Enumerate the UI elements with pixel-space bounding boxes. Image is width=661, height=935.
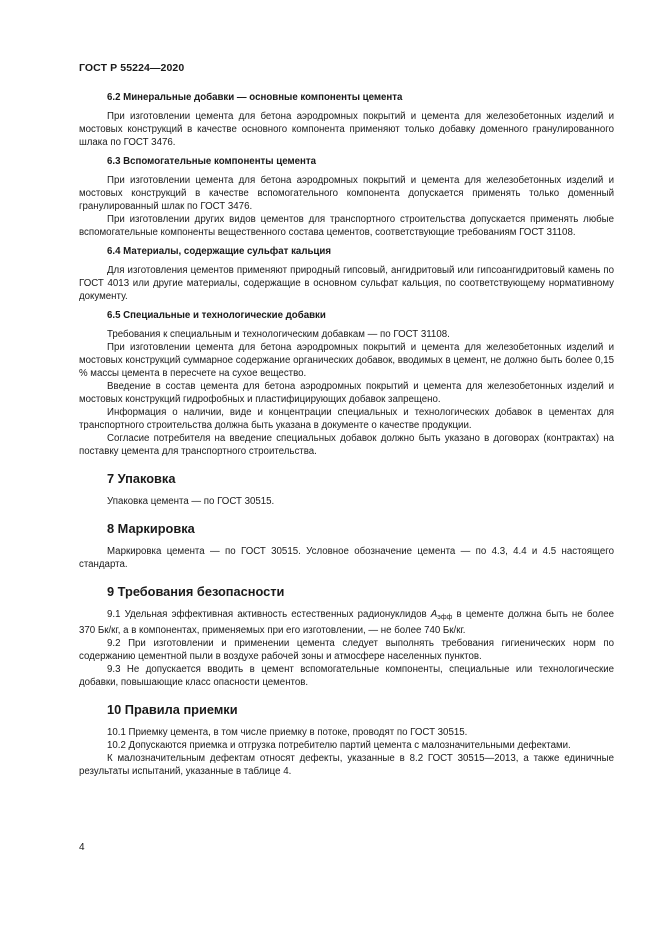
section-7-paragraph-1: Упаковка цемента — по ГОСТ 30515. xyxy=(107,496,275,507)
section-9-paragraph-1-text-b: в цементе должна быть не более 370 Бк/кг, а в компонентах, применяемых при его изготовлении, — не более 740 Бк/кг. xyxy=(79,609,614,636)
section-6-2-paragraph-1: При изготовлении цемента для бетона аэродромных покрытий и цемента для железобетонных изделий и мостовых конструкций в качестве основного компонента применяют только добавку доменного гранулированного шлака по ГОСТ 3476. xyxy=(79,111,614,148)
activity-symbol: A xyxy=(430,609,438,620)
section-9-paragraph-1 xyxy=(79,608,614,637)
section-6-5-paragraph-5: Согласие потребителя на введение специальных добавок должно быть указано в договорах (контрактах) на поставку цемента для транспортного строительства. xyxy=(79,433,614,457)
section-6-5-paragraph-1: Требования к специальным и технологическим добавкам — по ГОСТ 31108. xyxy=(107,329,450,340)
section-6-3-paragraph-1: При изготовлении цемента для бетона аэродромных покрытий и цемента для железобетонных изделий и мостовых конструкций в качестве вспомогательного компонента допускается применять только доменный гранулированный шлак по ГОСТ 3476. xyxy=(79,175,614,212)
section-9-paragraph-1-text-a: 9.1 Удельная эффективная активность естественных радионуклидов xyxy=(107,609,431,620)
page-content xyxy=(79,91,614,778)
page-number: 4 xyxy=(79,842,85,853)
section-6-5-paragraph-4: Информация о наличии, виде и концентрации специальных и технологических добавок в цементах для транспортного строительства должна быть указана в документе о качестве продукции. xyxy=(79,407,614,431)
section-9-paragraph-2: 9.2 При изготовлении и применении цемента следует выполнять требования гигиенических норм по содержанию цементной пыли в воздухе рабочей зоны и атмосфере населенных пунктов. xyxy=(79,638,614,662)
section-7-heading: 7 Упаковка xyxy=(107,471,176,486)
section-6-4-paragraph-1: Для изготовления цементов применяют природный гипсовый, ангидритовый или гипсоангидритовый камень по ГОСТ 4013 или другие материалы, содержащие в основном сульфат кальция, по соответствующему нормативному документу. xyxy=(79,265,614,302)
section-10-paragraph-2: 10.2 Допускаются приемка и отгрузка потребителю партий цемента с малозначительными дефектами. xyxy=(107,740,571,751)
section-10-paragraph-3: К малозначительным дефектам относят дефекты, указанные в 8.2 ГОСТ 30515—2013, а также единичные результаты испытаний, указанные в таблице 4. xyxy=(79,753,614,777)
activity-subscript: эфф xyxy=(437,614,453,621)
section-9-paragraph-3: 9.3 Не допускается вводить в цемент вспомогательные компоненты, специальные или технологические добавки, повышающие класс опасности цементов. xyxy=(79,664,614,688)
section-6-2-heading: 6.2 Минеральные добавки — основные компоненты цемента xyxy=(107,92,403,103)
section-8-paragraph-1: Маркировка цемента — по ГОСТ 30515. Условное обозначение цемента — по 4.3, 4.4 и 4.5 настоящего стандарта. xyxy=(79,546,614,570)
section-9-heading: 9 Требования безопасности xyxy=(107,584,285,599)
section-6-4-heading: 6.4 Материалы, содержащие сульфат кальция xyxy=(107,246,331,257)
section-6-5-paragraph-2: При изготовлении цемента для бетона аэродромных покрытий и цемента для железобетонных изделий и мостовых конструкций суммарное содержание органических добавок, вводимых в цемент, не должно быть более 0,15 % массы цемента в пересчете на сухое вещество. xyxy=(79,342,614,379)
section-10-paragraph-1: 10.1 Приемку цемента, в том числе приемку в потоке, проводят по ГОСТ 30515. xyxy=(107,727,468,738)
section-10-heading: 10 Правила приемки xyxy=(107,702,238,717)
section-6-5-paragraph-3: Введение в состав цемента для бетона аэродромных покрытий и цемента для железобетонных изделий и мостовых конструкций гидрофобных и пластифицирующих добавок запрещено. xyxy=(79,381,614,405)
document-header: ГОСТ Р 55224—2020 xyxy=(79,62,185,74)
section-8-heading: 8 Маркировка xyxy=(107,521,195,536)
section-6-5-heading: 6.5 Специальные и технологические добавки xyxy=(107,310,326,321)
section-6-3-paragraph-2: При изготовлении других видов цементов для транспортного строительства допускается применять любые вспомогательные компоненты вещественного состава цементов, соответствующие требованиям ГОСТ 31108. xyxy=(79,214,614,238)
section-6-3-heading: 6.3 Вспомогательные компоненты цемента xyxy=(107,156,317,167)
